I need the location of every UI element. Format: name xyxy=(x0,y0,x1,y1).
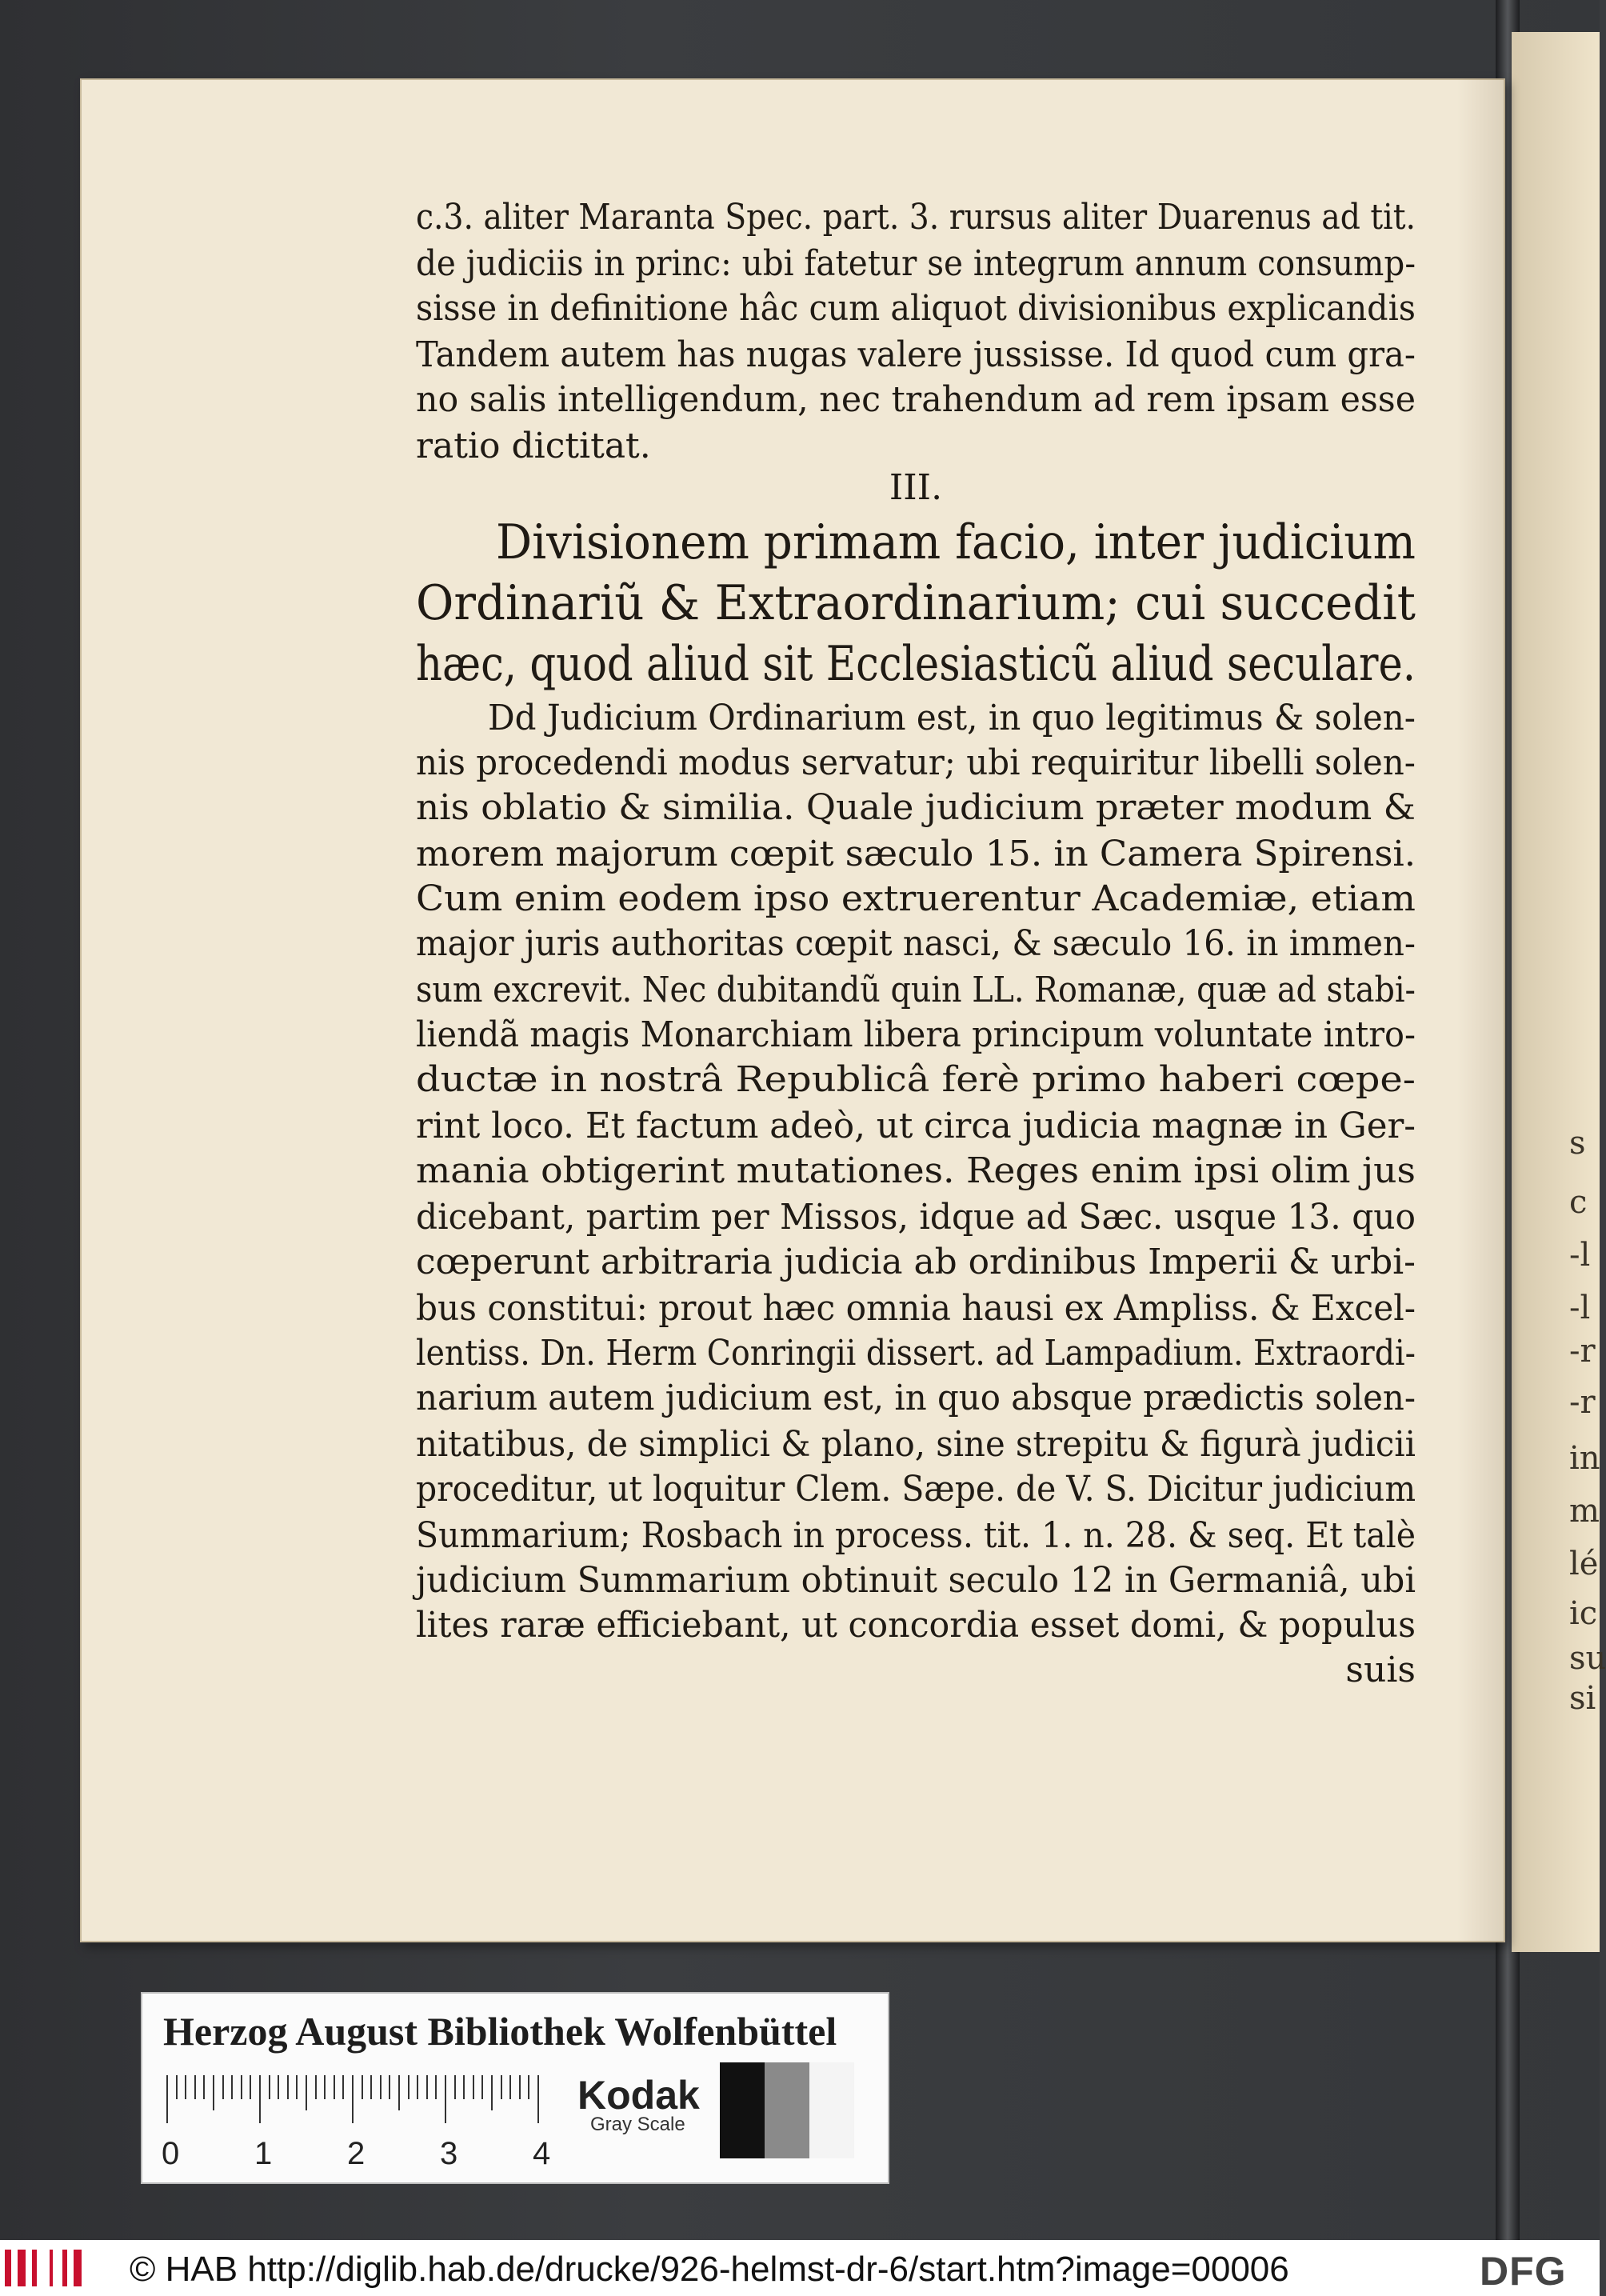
text-line: sum excrevit. Nec dubitandũ quin LL. Romanæ, quæ ad stabi- xyxy=(416,970,1416,1010)
ruler-tick xyxy=(380,2075,382,2099)
ruler-tick xyxy=(250,2075,251,2099)
ruler-tick xyxy=(287,2075,289,2099)
text-line: dicebant, partim per Missos, idque ad Sæc. usque 13. quo xyxy=(416,1197,1416,1238)
text-line: lites raræ efficiebant, ut concordia esset domi, & populus xyxy=(416,1605,1416,1646)
ruler-tick xyxy=(454,2075,456,2099)
ruler-tick xyxy=(501,2075,502,2099)
edge-glyph: s xyxy=(1569,1125,1586,1162)
text-line: rint loco. Et factum adeò, ut circa judicia magnæ in Ger- xyxy=(416,1106,1416,1146)
ruler-number: 0 xyxy=(162,2136,180,2171)
gray-patch-light xyxy=(809,2062,854,2158)
dfg-logo: DFG xyxy=(1480,2249,1567,2294)
section-heading-line: Divisionem primam facio, inter judicium xyxy=(496,514,1416,570)
ruler-tick xyxy=(231,2075,233,2099)
ruler-tick xyxy=(342,2075,344,2099)
page-text xyxy=(416,78,1504,1998)
ruler-tick xyxy=(445,2075,446,2123)
edge-glyph: ic xyxy=(1569,1595,1598,1632)
ruler-number: 3 xyxy=(440,2136,458,2171)
gray-scale-patches xyxy=(720,2062,854,2158)
ruler-tick xyxy=(370,2075,372,2099)
edge-glyph: -l xyxy=(1569,1237,1591,1274)
section-heading-line: Ordinariũ & Extraordinarium; cui succedit xyxy=(416,575,1416,631)
text-line: nitatibus, de simplici & plano, sine strepitu & figurà judicii xyxy=(416,1424,1416,1465)
ruler-tick xyxy=(463,2075,465,2099)
edge-glyph: m xyxy=(1569,1493,1600,1530)
text-line: proceditur, ut loquitur Clem. Sæpe. de V. S. Dicitur judicium xyxy=(416,1469,1416,1510)
ruler-tick xyxy=(426,2075,428,2099)
edge-glyph: lé xyxy=(1569,1546,1599,1582)
text-line: cœperunt arbitraria judicia ab ordinibus Imperii & urbi- xyxy=(416,1242,1416,1282)
ruler-number: 4 xyxy=(533,2136,551,2171)
ruler-tick xyxy=(278,2075,279,2099)
ruler-tick xyxy=(185,2075,186,2099)
ruler-tick xyxy=(315,2075,317,2099)
text-line: morem majorum cœpit sæculo 15. in Camera Spirensi. xyxy=(416,834,1416,874)
text-line: ratio dictitat. xyxy=(416,426,651,466)
ruler-tick xyxy=(417,2075,418,2099)
ruler-tick xyxy=(398,2075,400,2110)
text-line: Cum enim eodem ipso extruerentur Academiæ, etiam xyxy=(416,878,1416,919)
ruler-tick xyxy=(537,2075,539,2123)
text-line: major juris authoritas cœpit nasci, & sæculo 16. in immen- xyxy=(416,923,1416,964)
ruler-tick xyxy=(362,2075,363,2099)
ruler-tick xyxy=(491,2075,493,2110)
text-line: Tandem autem has nugas valere jussisse. Id quod cum gra- xyxy=(416,334,1416,375)
ruler-tick xyxy=(176,2075,178,2099)
edge-glyph: si xyxy=(1569,1680,1596,1717)
ruler xyxy=(166,2075,582,2131)
text-line: lentiss. Dn. Herm Conringii dissert. ad Lampadium. Extraordi- xyxy=(416,1333,1416,1374)
catchword: suis xyxy=(1345,1650,1416,1690)
text-line: sisse in definitione hâc cum aliquot divisionibus explicandis xyxy=(416,288,1416,329)
text-line: ductæ in nostrâ Republicâ ferè primo haberi cœpe- xyxy=(416,1059,1416,1100)
text-line: nis oblatio & similia. Quale judicium præter modum & xyxy=(416,787,1416,828)
ruler-number: 1 xyxy=(254,2136,273,2171)
text-line: bus constitui: prout hæc omnia hausi ex Ampliss. & Excel- xyxy=(416,1288,1416,1329)
ruler-tick xyxy=(481,2075,483,2099)
ruler-tick xyxy=(352,2075,354,2123)
ruler-tick xyxy=(306,2075,307,2110)
text-line: judicium Summarium obtinuit seculo 12 in Germaniâ, ubi xyxy=(416,1560,1416,1601)
color-scale-card xyxy=(141,1992,889,2184)
footer-bar xyxy=(0,2240,1600,2296)
gray-patch-mid xyxy=(765,2062,809,2158)
ruler-number: 2 xyxy=(347,2136,366,2171)
gray-scale-label: Gray Scale xyxy=(590,2114,685,2135)
ruler-tick xyxy=(473,2075,474,2099)
ruler-tick xyxy=(435,2075,437,2099)
book-page xyxy=(80,78,1505,1942)
section-heading-line: hæc, quod aliud sit Ecclesiasticũ aliud seculare. xyxy=(416,636,1416,692)
kodak-logo: Kodak xyxy=(577,2073,700,2118)
edge-glyph: -r xyxy=(1569,1333,1596,1370)
gray-patch-dark xyxy=(720,2062,765,2158)
library-name: Herzog August Bibliothek Wolfenbüttel xyxy=(163,2009,837,2054)
ruler-tick xyxy=(509,2075,511,2099)
edge-glyph: su xyxy=(1569,1640,1606,1677)
ruler-tick xyxy=(519,2075,521,2099)
ruler-tick xyxy=(166,2075,168,2123)
ruler-tick xyxy=(408,2075,409,2099)
ruler-tick xyxy=(259,2075,261,2123)
ruler-tick xyxy=(269,2075,270,2099)
text-line: nis procedendi modus servatur; ubi requiritur libelli solen- xyxy=(416,742,1416,783)
ruler-tick xyxy=(528,2075,529,2099)
ruler-tick xyxy=(194,2075,196,2099)
hab-barcode-icon xyxy=(5,2250,69,2286)
text-line: Dd Judicium Ordinarium est, in quo legitimus & solen- xyxy=(488,698,1416,738)
text-line: de judiciis in princ: ubi fatetur se integrum annum consump- xyxy=(416,243,1416,284)
ruler-tick xyxy=(203,2075,205,2099)
edge-glyph: -r xyxy=(1569,1384,1596,1421)
ruler-tick xyxy=(334,2075,335,2099)
text-line: c.3. aliter Maranta Spec. part. 3. rursus aliter Duarenus ad tit. xyxy=(416,197,1416,238)
ruler-tick xyxy=(213,2075,214,2110)
text-line: no salis intelligendum, nec trahendum ad rem ipsam esse xyxy=(416,379,1416,420)
text-line: Summarium; Rosbach in process. tit. 1. n. 28. & seq. Et talè xyxy=(416,1515,1416,1556)
section-number: III. xyxy=(889,467,943,508)
ruler-tick xyxy=(222,2075,224,2099)
ruler-tick xyxy=(389,2075,390,2099)
edge-glyph: in xyxy=(1569,1440,1600,1477)
ruler-tick xyxy=(241,2075,242,2099)
edge-glyph: -l xyxy=(1569,1290,1591,1326)
footer-copyright-url[interactable]: © HAB http://diglib.hab.de/drucke/926-helmst-dr-6/start.htm?image=00006 xyxy=(130,2250,1289,2289)
text-line: liendã magis Monarchiam libera principum voluntate intro- xyxy=(416,1014,1416,1055)
text-line: narium autem judicium est, in quo absque prædictis solen- xyxy=(416,1378,1416,1418)
ruler-tick xyxy=(324,2075,326,2099)
text-line: mania obtigerint mutationes. Reges enim ipsi olim jus xyxy=(416,1150,1416,1191)
edge-glyph: c xyxy=(1569,1184,1588,1221)
ruler-tick xyxy=(296,2075,298,2099)
facing-page-edge xyxy=(1512,32,1606,1952)
